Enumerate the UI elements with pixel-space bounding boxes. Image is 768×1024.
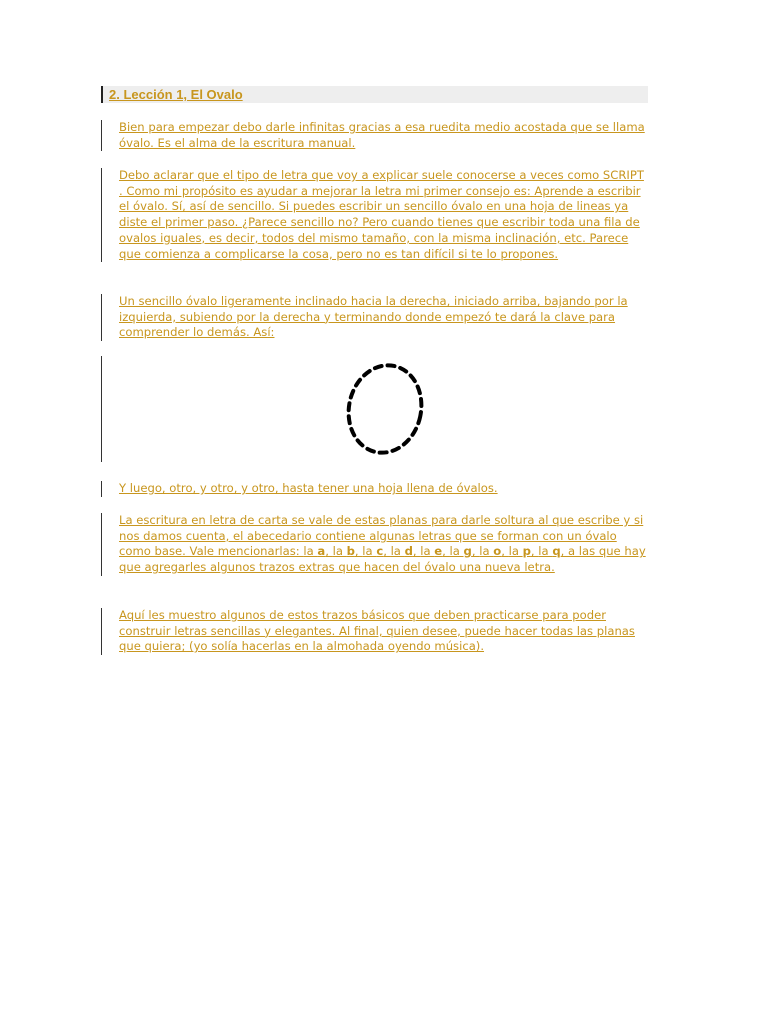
paragraph-block-5 [101, 513, 648, 576]
paragraph-block-1 [101, 120, 648, 151]
paragraph-intro[interactable]: Bien para empezar debo darle infinitas gracias a esa ruedita medio acostada que se llama óvalo. Es el alma de la escritura manual. [119, 120, 645, 150]
letter-o[interactable]: o [493, 544, 502, 559]
lesson-heading[interactable] [101, 86, 648, 103]
letter-p[interactable]: p [522, 544, 531, 559]
letter-d[interactable]: d [404, 544, 413, 559]
letter-g[interactable]: g [463, 544, 472, 559]
letter-q[interactable]: q [552, 544, 561, 559]
paragraph-block-4 [101, 481, 648, 497]
letter-c[interactable]: c [376, 544, 384, 559]
paragraph-practice[interactable]: Aquí les muestro algunos de estos trazos básicos que deben practicarse para poder construir letras sencillas y elegantes. Al final, quien desee, puede hacer todas las planas que quiera; (yo solía hacerlas en la almohada oyendo música). [119, 608, 635, 654]
letter-a[interactable]: a [317, 544, 326, 559]
letter-b[interactable]: b [346, 544, 355, 559]
dashed-oval-illustration [342, 362, 438, 458]
dashed-oval [342, 362, 429, 458]
paragraph-more-ovals[interactable]: Y luego, otro, y otro, y otro, hasta tener una hoja llena de óvalos. [119, 481, 498, 495]
paragraph-script[interactable]: Debo aclarar que el tipo de letra que voy a explicar suele conocerse a veces como SCRIPT . Como mi propósito es ayudar a mejorar la letra mi primer consejo es: Aprende a escribir el óvalo. Sí, así de sencillo. Si puedes escribir un sencillo óvalo en una hoja de lineas ya diste el primer paso. ¿Parece sencillo no? Pero cuando tienes que escribir toda una fila de ovalos iguales, es decir, todos del mismo tamaño, con la misma inclinación, etc. Parece que comienza a complicarse la cosa, pero no es tan difícil si te lo propones. [119, 168, 644, 261]
oval-illustration-block [101, 356, 648, 462]
paragraph-letters[interactable]: La escritura en letra de carta se vale de estas planas para darle soltura al que escribe y si nos damos cuenta, el abecedario contiene algunas letras que se forman con un óvalo como base. Vale mencionarlas: la a, la b, la c, la d, la e, la g, la o, la p, la q, a las que hay que agregarles algunos trazos extras que hacen del óvalo una nueva letra. [119, 513, 646, 575]
paragraph-oval-description[interactable]: Un sencillo óvalo ligeramente inclinado hacia la derecha, iniciado arriba, bajando por la izquierda, subiendo por la derecha y terminando donde empezó te dará la clave para comprender lo demás. Así: [119, 294, 628, 340]
lesson-heading-text[interactable]: 2. Lección 1, El Ovalo [109, 87, 243, 102]
paragraph-block-2 [101, 168, 648, 262]
paragraph-block-3 [101, 294, 648, 341]
letter-e[interactable]: e [434, 544, 443, 559]
paragraph-block-6 [101, 608, 648, 655]
